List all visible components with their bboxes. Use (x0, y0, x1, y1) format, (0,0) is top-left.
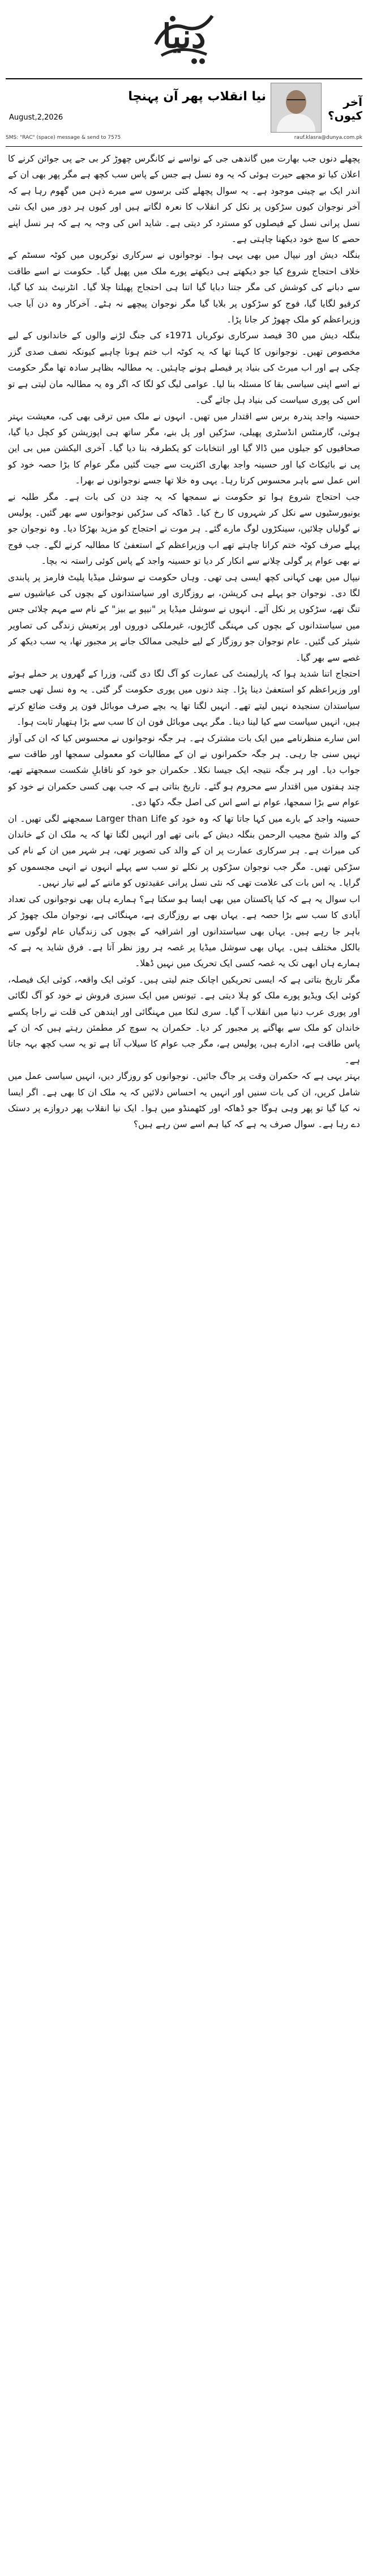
article-paragraph: اس سارے منظرنامے میں ایک بات مشترک ہے۔ ہر جگہ نوجوانوں نے محسوس کیا کہ ان کی آواز نہیں سنی جا رہی۔ ہر جگہ حکمرانوں نے ان کے مطالبات کو معمولی سمجھا اور طاقت سے جواب دیا۔ اور ہر جگہ نتیجہ ایک جیسا نکلا۔ حکمران جو خود کو ناقابلِ شکست سمجھتے تھے، چند ہفتوں میں اقتدار سے محروم ہو گئے۔ تاریخ بتاتی ہے کہ جب بھی کسی حکمران نے خود کو عوام سے بڑا سمجھا، عوام نے اسے اس کی اصل جگہ دکھا دی۔ (8, 733, 360, 808)
article-paragraph: جب احتجاج شروع ہوا تو حکومت نے سمجھا کہ یہ چند دن کی بات ہے۔ مگر طلبہ نے یونیورسٹیوں سے نکل کر شہروں کا رخ کیا۔ ڈھاکہ کی سڑکیں نوجوانوں سے بھر گئیں۔ پولیس نے گولیاں چلائیں، سینکڑوں لوگ مارے گئے۔ ہر موت نے احتجاج کو مزید بھڑکا دیا۔ وہ نوجوان جو پہلے صرف کوٹہ ختم کرانا چاہتے تھے اب وزیراعظم کے استعفیٰ کا مطالبہ کرنے لگے۔ جب فوج نے بھی عوام پر گولی چلانے سے انکار کر دیا تو حسینہ واجد کے پاس کوئی راستہ نہ بچا۔ (8, 491, 360, 567)
article-paragraph: بہتر یہی ہے کہ حکمران وقت پر جاگ جائیں۔ نوجوانوں کو روزگار دیں، انہیں سیاسی عمل میں شامل کریں، ان کی بات سنیں اور انہیں یہ احساس دلائیں کہ یہ ملک ان کا بھی ہے۔ اگر ایسا نہ کیا گیا تو پھر وہی ہوگا جو ڈھاکہ اور کٹھمنڈو میں ہوا۔ ایک نیا انقلاب پھر دروازے پر دستک دے رہا ہے۔ سوال صرف یہ ہے کہ کیا ہم اسے سن رہے ہیں؟ (8, 1071, 360, 1130)
article-paragraph: مگر تاریخ بتاتی ہے کہ ایسی تحریکیں اچانک جنم لیتی ہیں۔ کوئی ایک واقعہ، کوئی ایک فیصلہ، کوئی ایک ویڈیو پورے ملک کو ہلا دیتی ہے۔ تیونس میں ایک سبزی فروش نے خود کو آگ لگائی اور پوری عرب دنیا میں انقلاب آ گیا۔ سری لنکا میں مہنگائی اور ایندھن کی قلت نے راجا پکسے خاندان کو ملک سے بھاگنے پر مجبور کر دیا۔ حکمران یہ سوچ کر مطمئن رہتے ہیں کہ ان کے پاس طاقت ہے، ادارے ہیں، پولیس ہے، مگر جب عوام کا سیلاب آتا ہے تو یہ سب کچھ بہہ جاتا ہے۔ (8, 974, 360, 1065)
article-paragraph: احتجاج اتنا شدید ہوا کہ پارلیمنٹ کی عمارت کو آگ لگا دی گئی، وزرا کے گھروں پر حملے ہوئے اور وزیراعظم کو استعفیٰ دینا پڑا۔ چند دنوں میں پوری حکومت گر گئی۔ یہ وہ نسل تھی جسے سیاستدان سنجیدہ نہیں لیتے تھے۔ انہیں لگتا تھا یہ بچے صرف موبائل فون پر وقت ضائع کرتے ہیں، انہیں سیاست سے کیا لینا دینا۔ مگر یہی موبائل فون ان کا سب سے بڑا ہتھیار ثابت ہوا۔ (8, 669, 360, 728)
column-date: August,2,2026 (9, 113, 63, 122)
article-paragraph: حسینہ واجد کے بارے میں کہا جاتا تھا کہ وہ خود کو Larger than Life سمجھنے لگی تھیں۔ ان کے والد شیخ مجیب الرحمن بنگلہ دیش کے بانی تھے اور انہیں لگتا تھا کہ یہ ملک ان کے خاندان کی میراث ہے۔ ہر سرکاری عمارت پر ان کے والد کی تصویر تھی، ہر شہر میں ان کے نام کی سڑکیں تھیں۔ مگر جب نوجوان سڑکوں پر نکلے تو سب سے پہلے انہوں نے انہی مجسموں کو گرایا۔ یہ اس بات کی علامت تھی کہ نئی نسل پرانی عقیدتوں کو ماننے کے لیے تیار نہیں۔ (8, 813, 360, 889)
column-title: نیا انقلاب پھر آن پہنچا (128, 90, 266, 104)
column-name: آخر کیوں؟ (327, 95, 362, 122)
contact-line (6, 135, 362, 145)
masthead (0, 0, 368, 76)
sms-info: SMS: "RAC" (space) message & send to 7575 (6, 135, 121, 141)
article-paragraph: نیپال میں بھی کہانی کچھ ایسی ہی تھی۔ وہاں حکومت نے سوشل میڈیا پلیٹ فارمز پر پابندی لگا دی۔ نوجوان جو پہلے ہی کرپشن، بے روزگاری اور سیاستدانوں کے بچوں کی عیاشیوں سے تنگ تھے، سڑکوں پر نکل آئے۔ انہوں نے سوشل میڈیا پر "نیپو بے بیز" کے نام سے مہم چلائی جس میں سیاستدانوں کے بچوں کی مہنگی گاڑیوں، غیرملکی دوروں اور پرتعیش زندگی کی تصاویر شیئر کی گئیں۔ عام نوجوان جو روزگار کے لیے خلیجی ممالک جانے پر مجبور تھا، یہ سب دیکھ کر غصے سے بھر گیا۔ (8, 572, 360, 663)
article-paragraph: بنگلہ دیش اور نیپال میں بھی یہی ہوا۔ نوجوانوں نے سرکاری نوکریوں میں کوٹہ سسٹم کے خلاف احتجاج شروع کیا جو دیکھتے ہی دیکھتے پورے ملک میں پھیل گیا۔ حکومت نے اسے طاقت سے دبانے کی کوشش کی مگر جتنا دبایا گیا اتنا ہی احتجاج پھیلتا چلا گیا۔ انٹرنیٹ بند کیا گیا، کرفیو لگایا گیا، فوج کو سڑکوں پر بلایا گیا مگر نوجوان پیچھے نہ ہٹے۔ آخرکار وہ دن آیا جب وزیراعظم کو ملک چھوڑ کر جانا پڑا۔ (8, 250, 360, 325)
article-paragraph: حسینہ واجد پندرہ برس سے اقتدار میں تھیں۔ انہوں نے ملک میں ترقی بھی کی، معیشت بہتر ہوئی، گارمنٹس انڈسٹری پھیلی، سڑکیں اور پل بنے، مگر ساتھ ہی اپوزیشن کو کچل دیا گیا، صحافیوں کو جیلوں میں ڈالا گیا اور انتخابات کو یکطرفہ بنا دیا گیا۔ آخری الیکشن میں بی این پی نے بائیکاٹ کیا اور حسینہ واجد بھاری اکثریت سے جیت گئیں مگر عوام کا بڑا حصہ خود کو اس عمل سے باہر محسوس کرتا رہا۔ یہی وہ خلا تھا جسے نوجوانوں نے بھرا۔ (8, 411, 360, 486)
article-paragraph: اب سوال یہ ہے کہ کیا پاکستان میں بھی ایسا ہو سکتا ہے؟ ہمارے ہاں بھی نوجوانوں کی تعداد آبادی کا سب سے بڑا حصہ ہے۔ یہاں بھی بے روزگاری ہے، مہنگائی ہے، نوجوان ملک چھوڑ کر باہر جا رہے ہیں۔ یہاں بھی سیاستدانوں اور اشرافیہ کے بچوں کی زندگیاں عام لوگوں سے بالکل مختلف ہیں۔ یہاں بھی سوشل میڈیا پر غصہ ہر روز نظر آتا ہے۔ فرق شاید یہ ہے کہ ہمارے ہاں ابھی تک یہ غصہ کسی ایک تحریک میں نہیں ڈھلا۔ (8, 894, 360, 969)
author-photo (271, 83, 322, 133)
article-paragraph: پچھلے دنوں جب بھارت میں گاندھی جی کے نواسے نے کانگرس چھوڑ کر بی جے پی جوائن کرنے کا اعلان کیا تو مجھے حیرت ہوئی کہ یہ وہ نسل ہے جس کے پاس سب کچھ ہے مگر پھر بھی ان کے اندر ایک بے چینی موجود ہے۔ یہ سوال پچھلے کئی برسوں سے میرے ذہن میں گھوم رہا ہے کہ آخر نوجوان کیوں سڑکوں پر نکل کر انقلاب کا نعرہ لگاتے ہیں اور کیوں ہر دور میں ایک نئی نسل پرانی نسل کے فیصلوں کو مسترد کر دیتی ہے۔ شاید اس کی وجہ یہ ہے کہ ہر نسل اپنے حصے کا سچ خود دیکھنا چاہتی ہے۔ (8, 154, 360, 245)
article-body (8, 151, 360, 2570)
logo-wordmark: دنیا (162, 17, 206, 56)
email-info: rauf.klasra@dunya.com.pk (294, 135, 362, 141)
column-header (6, 78, 362, 134)
header-divider (6, 146, 362, 147)
article-paragraph: بنگلہ دیش میں 30 فیصد سرکاری نوکریاں 1971ء کی جنگ لڑنے والوں کے خاندانوں کے لیے مخصوص تھیں۔ نوجوانوں کا کہنا تھا کہ یہ کوٹہ اب ختم ہونا چاہیے کیونکہ نصف صدی گزر چکی ہے اور اب میرٹ کی بنیاد پر فیصلے ہونے چاہئیں۔ یہ مطالبہ بظاہر سادہ تھا مگر حکومت نے اسے اپنی سیاسی بقا کا مسئلہ بنا لیا۔ عوامی لیگ کو لگا کہ اگر وہ یہ مطالبہ مان لیتی ہے تو اس کی پوری سیاست کی بنیاد ہل جائے گی۔ (8, 330, 360, 406)
